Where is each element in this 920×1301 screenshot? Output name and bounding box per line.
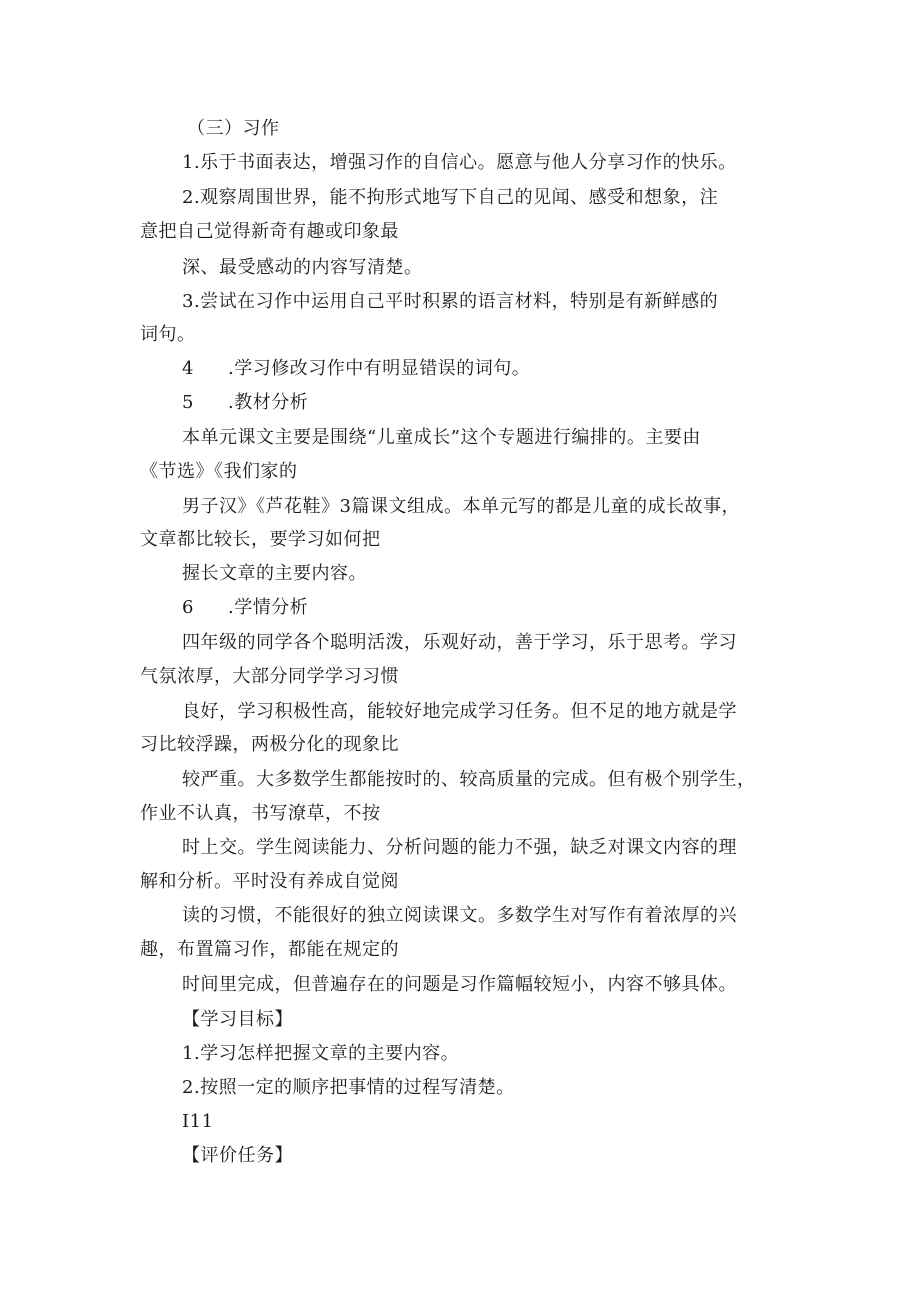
paragraph-line: 四年级的同学各个聪明活泼，乐观好动，善于学习，乐于思考。学习: [182, 632, 737, 653]
paragraph-line: 较严重。大多数学生都能按时的、较高质量的完成。但有极个别学生，: [182, 769, 756, 790]
section-heading-learning-goals: 【学习目标】: [182, 1009, 293, 1030]
paragraph-line: 读的习惯，不能很好的独立阅读课文。多数学生对写作有着浓厚的兴: [182, 905, 737, 926]
paragraph-line: 本单元课文主要是围绕“儿童成长”这个专题进行编排的。主要由: [182, 427, 701, 448]
paragraph-line: 2.观察周围世界，能不拘形式地写下自己的见闻、感受和想象，注: [182, 187, 719, 208]
list-number: 6: [182, 597, 194, 618]
paragraph-line: 3.尝试在习作中运用自己平时积累的语言材料，特别是有新鲜感的: [182, 291, 719, 312]
list-text: .教材分析: [228, 392, 309, 413]
paragraph-line: 2.按照一定的顺序把事情的过程写清楚。: [182, 1077, 515, 1098]
paragraph-line: 作业不认真，书写潦草，不按: [140, 803, 381, 824]
paragraph-line: 气氛浓厚，大部分同学学习习惯: [140, 666, 399, 687]
paragraph-line: 深、最受感动的内容写清楚。: [182, 257, 423, 278]
list-number: 5: [182, 392, 194, 413]
paragraph-line: 时间里完成，但普遍存在的问题是习作篇幅较短小，内容不够具体。: [182, 974, 737, 995]
list-number: 4: [182, 358, 194, 379]
section-heading-composition: （三）习作: [187, 118, 280, 139]
paragraph-line: 习比较浮躁，两极分化的现象比: [140, 734, 399, 755]
paragraph-line: 解和分析。平时没有养成自觉阅: [140, 871, 399, 892]
paragraph-line: 握长文章的主要内容。: [182, 563, 367, 584]
list-item-line: [182, 357, 530, 381]
paragraph-line: 《节选》《我们家的: [140, 461, 298, 482]
section-heading-textbook-analysis: [182, 391, 308, 415]
paragraph-line: 1.学习怎样把握文章的主要内容。: [182, 1043, 460, 1064]
section-heading-evaluation-tasks: 【评价任务】: [182, 1145, 293, 1166]
list-text: .学习修改习作中有明显错误的词句。: [228, 358, 531, 379]
paragraph-line: 趣，布置篇习作，都能在规定的: [140, 939, 399, 960]
paragraph-line: 意把自己觉得新奇有趣或印象最: [140, 221, 399, 242]
paragraph-line: 文章都比较长，要学习如何把: [140, 529, 381, 550]
paragraph-line: 男子汉》《芦花鞋》3篇课文组成。本单元写的都是儿童的成长故事，: [182, 496, 740, 517]
paragraph-line: I11: [182, 1111, 214, 1132]
paragraph-line: 良好，学习积极性高，能较好地完成学习任务。但不足的地方就是学: [182, 701, 737, 722]
list-text: .学情分析: [228, 597, 309, 618]
paragraph-line: 1.乐于书面表达，增强习作的自信心。愿意与他人分享习作的快乐。: [182, 152, 737, 173]
paragraph-line: 词句。: [140, 324, 196, 345]
paragraph-line: 时上交。学生阅读能力、分析问题的能力不强，缺乏对课文内容的理: [182, 837, 737, 858]
section-heading-learning-analysis: [182, 596, 308, 620]
